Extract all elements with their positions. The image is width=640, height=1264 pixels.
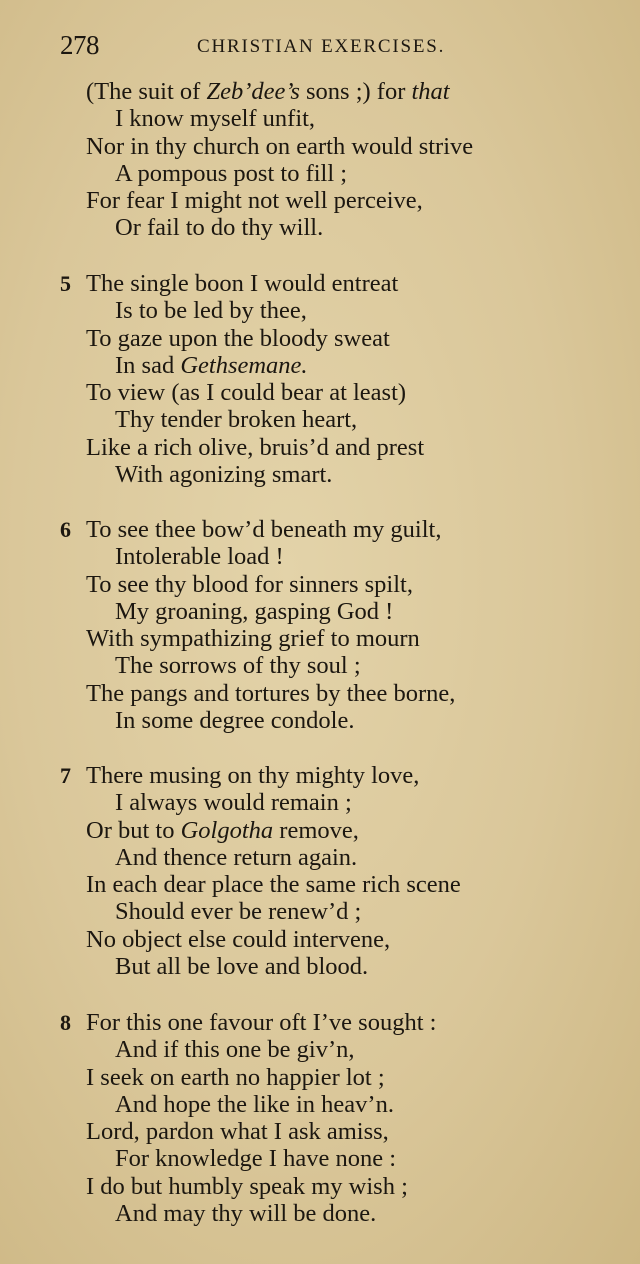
verse-text: To gaze upon the bloody sweat xyxy=(86,324,390,352)
verse-line xyxy=(60,105,620,132)
verse-line xyxy=(60,789,620,816)
stanza-5 xyxy=(60,270,620,488)
verse-line xyxy=(60,598,620,625)
verse-text: To see thy blood for sinners spilt, xyxy=(86,570,413,598)
stanza-6 xyxy=(60,516,620,734)
verse-line xyxy=(60,762,620,789)
verse-line xyxy=(60,214,620,241)
verse-line xyxy=(60,325,620,352)
verse-text: I do but humbly speak my wish ; xyxy=(86,1172,408,1200)
verse-line xyxy=(60,1036,620,1063)
verse-text: Is to be led by thee, xyxy=(115,297,307,325)
verse-line xyxy=(60,1009,620,1036)
verse-line xyxy=(60,297,620,324)
verse-text: For fear I might not well perceive, xyxy=(86,187,423,215)
verse-text: I know myself unfit, xyxy=(115,105,316,133)
verse-line xyxy=(60,352,620,379)
verse-text: To see thee bow’d beneath my guilt, xyxy=(86,516,442,543)
stanza-number: 5 xyxy=(60,271,71,296)
verse-text: There musing on thy mighty love, xyxy=(86,762,420,789)
verse-line xyxy=(60,898,620,925)
verse-text: No object else could intervene, xyxy=(86,925,391,953)
verse-line xyxy=(60,133,620,160)
verse-text: My groaning, gasping God ! xyxy=(115,597,394,625)
verse-text: Like a rich olive, bruis’d and prest xyxy=(86,433,425,461)
verse-text: Intolerable load ! xyxy=(115,543,284,571)
verse-line xyxy=(60,160,620,187)
verse-line xyxy=(60,871,620,898)
verse-text: Thy tender broken heart, xyxy=(115,406,358,434)
verse-text: Or but to Golgotha remove, xyxy=(86,816,359,844)
verse-line xyxy=(60,379,620,406)
verse-text: And thence return again. xyxy=(115,843,358,871)
stanza-number: 6 xyxy=(60,517,71,542)
verse-line xyxy=(60,625,620,652)
verse-text: Nor in thy church on earth would strive xyxy=(86,132,474,160)
verse-text: In each dear place the same rich scene xyxy=(86,871,461,899)
verse-text: In some degree condole. xyxy=(115,707,355,735)
verse-text: I seek on earth no happier lot ; xyxy=(86,1063,385,1091)
verse-line xyxy=(60,461,620,488)
verse-line xyxy=(60,571,620,598)
verse-line xyxy=(60,926,620,953)
verse-text: Lord, pardon what I ask amiss, xyxy=(86,1118,389,1146)
verse-text: A pompous post to fill ; xyxy=(115,159,348,187)
verse-line xyxy=(60,516,620,543)
verse-line xyxy=(60,844,620,871)
verse-line xyxy=(60,434,620,461)
verse-text: To view (as I could bear at least) xyxy=(86,379,407,407)
stanza-number: 7 xyxy=(60,763,71,788)
verse-text: The single boon I would entreat xyxy=(86,270,399,297)
verse-text: For this one favour oft I’ve sought : xyxy=(86,1009,437,1036)
stanza-7 xyxy=(60,762,620,980)
verse-line xyxy=(60,1173,620,1200)
running-title: CHRISTIAN EXERCISES. xyxy=(197,36,446,57)
verse-text: I always would remain ; xyxy=(115,789,352,817)
verse-line xyxy=(60,1118,620,1145)
verse-text: But all be love and blood. xyxy=(115,953,369,981)
verse-text: The pangs and tortures by thee borne, xyxy=(86,679,456,707)
verse-text: Or fail to do thy will. xyxy=(115,214,324,242)
verse-text: Should ever be renew’d ; xyxy=(115,898,362,926)
verse-text: And if this one be giv’n, xyxy=(115,1036,355,1064)
verse-text: In sad Gethsemane. xyxy=(115,351,308,379)
page-header xyxy=(60,28,520,64)
stanza-8 xyxy=(60,1009,620,1227)
verse-text: The sorrows of thy soul ; xyxy=(115,652,361,680)
verse-line xyxy=(60,406,620,433)
page-number: 278 xyxy=(60,30,99,60)
verse-line xyxy=(60,187,620,214)
verse-text: With sympathizing grief to mourn xyxy=(86,625,420,653)
verse-line xyxy=(60,543,620,570)
verse-line xyxy=(60,270,620,297)
verse-line xyxy=(60,1200,620,1227)
stanza-number: 8 xyxy=(60,1010,71,1035)
verse-line xyxy=(60,1064,620,1091)
verse-text: And may thy will be done. xyxy=(115,1200,377,1228)
verse-line xyxy=(60,1145,620,1172)
verse-line xyxy=(60,707,620,734)
verse-line xyxy=(60,680,620,707)
verse-line xyxy=(60,953,620,980)
verse-line xyxy=(60,817,620,844)
stanza-continued xyxy=(60,78,620,242)
verse-text: And hope the like in heav’n. xyxy=(115,1090,394,1118)
verse-text: For knowledge I have none : xyxy=(115,1145,396,1173)
verse-text: With agonizing smart. xyxy=(115,461,333,489)
verse-text: (The suit of Zeb’dee’s sons ;) for that xyxy=(86,78,450,105)
verse-line xyxy=(60,78,620,105)
verse-line xyxy=(60,652,620,679)
verse-line xyxy=(60,1091,620,1118)
